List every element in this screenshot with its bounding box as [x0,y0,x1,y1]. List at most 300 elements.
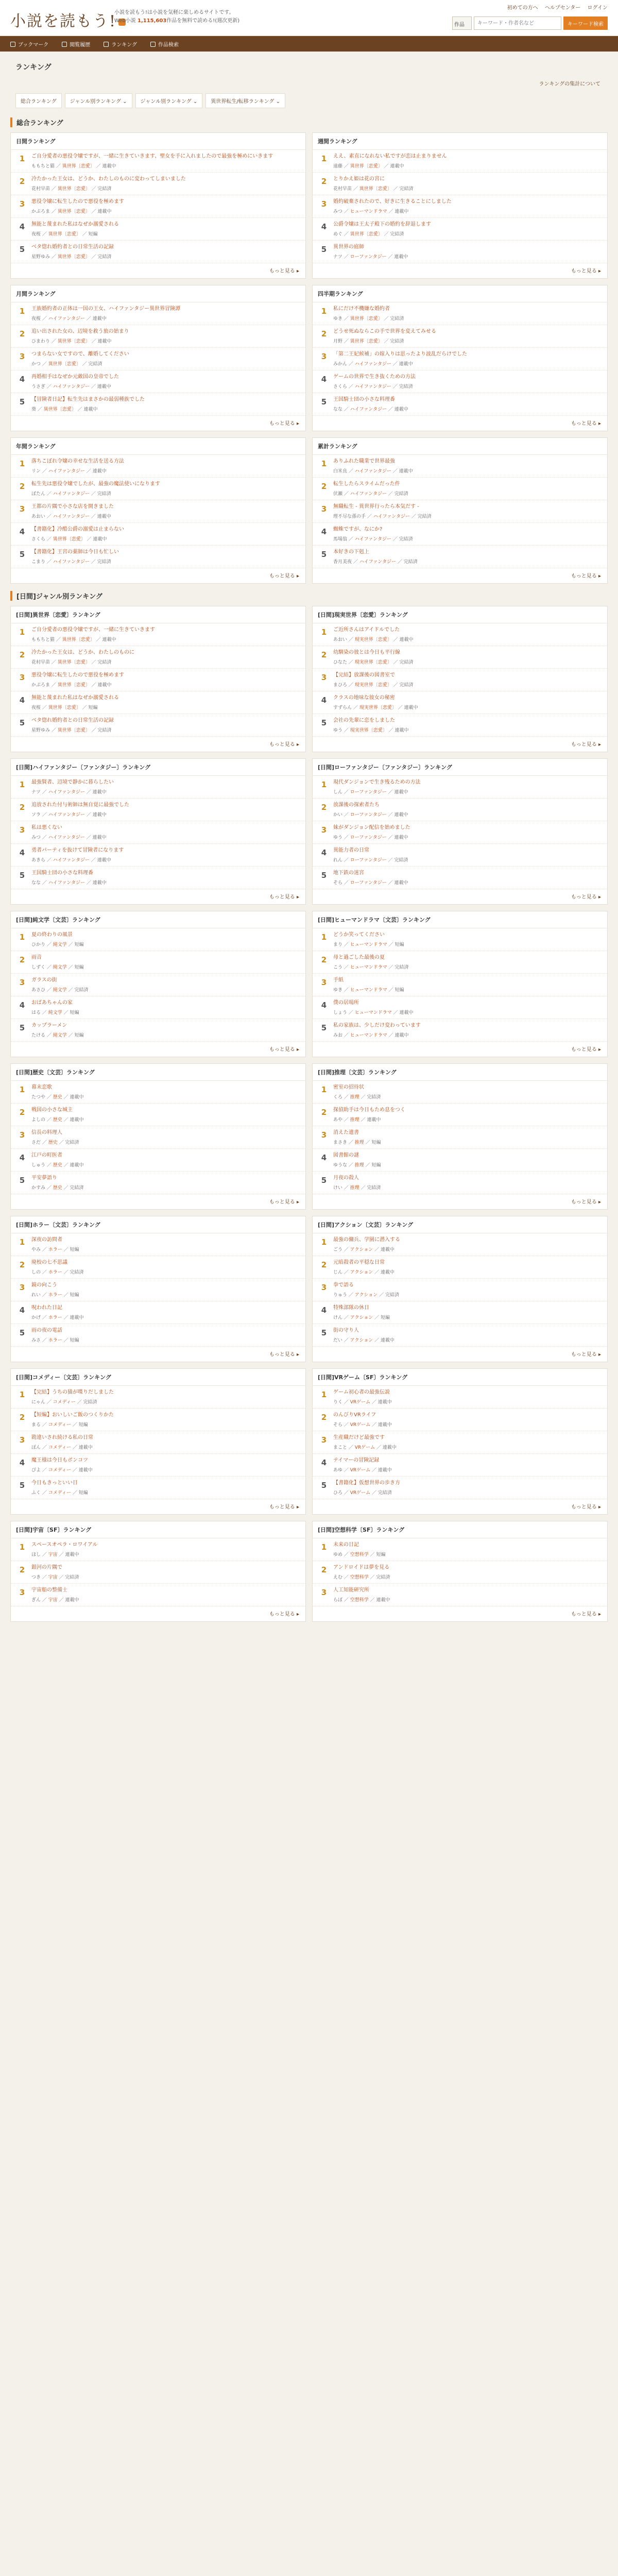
author-link[interactable]: ゆめ [333,1552,343,1557]
genre-link[interactable]: ローファンタジー [350,255,387,260]
genre-link[interactable]: 歴史 [53,1117,62,1123]
genre-link[interactable]: 空想科学 [350,1552,369,1557]
more-link[interactable]: もっと見る ▸ [571,1199,601,1205]
novel-title-link[interactable]: 勘違いされ続ける私の日常 [31,1435,93,1440]
author-link[interactable]: さくら [333,384,348,389]
more-link[interactable]: もっと見る ▸ [269,1199,299,1205]
author-link[interactable]: 花村早苗 [31,660,50,665]
author-link[interactable]: ぎん [31,1598,41,1603]
category-button[interactable]: 総合ランキング [15,93,62,108]
novel-title-link[interactable]: 【短編】おいしいご飯のつくりかた [31,1412,114,1418]
author-link[interactable]: なな [31,880,41,886]
novel-title-link[interactable]: 追放された付与術師は無自覚に最強でした [31,802,129,808]
author-link[interactable]: こう [333,965,343,970]
novel-title-link[interactable]: 勇者パーティを抜けて冒険者になります [31,848,124,853]
genre-link[interactable]: ハイファンタジー [354,362,391,367]
author-link[interactable]: りゅう [333,1293,348,1298]
genre-link[interactable]: 純文学 [53,988,67,993]
novel-title-link[interactable]: 追い出された女の、辺境を救う旅の始まり [31,329,129,334]
more-link[interactable]: もっと見る ▸ [269,421,299,427]
genre-link[interactable]: 純文学 [53,1033,67,1038]
novel-title-link[interactable]: 【書籍化】王宮の薬師は今日も忙しい [31,549,119,555]
author-link[interactable]: かげ [31,1315,41,1320]
genre-link[interactable]: 現実世界〔恋愛〕 [354,660,392,665]
more-link[interactable]: もっと見る ▸ [571,894,601,900]
novel-title-link[interactable]: つまらない女ですので、離婚してください [31,351,129,357]
novel-title-link[interactable]: 【書籍化】仮想世界の歩き方 [333,1480,400,1486]
genre-link[interactable]: 推理 [354,1140,364,1145]
author-link[interactable]: けん [333,1315,343,1320]
genre-link[interactable]: 異世界〔恋愛〕 [43,407,76,412]
novel-title-link[interactable]: 悪役令嬢に転生したので悪役を極めます [31,672,124,678]
genre-link[interactable]: ヒューマンドラマ [350,1033,387,1038]
novel-title-link[interactable]: 信長の料理人 [31,1130,62,1136]
genre-link[interactable]: 異世界〔恋愛〕 [57,683,90,688]
genre-link[interactable]: ヒューマンドラマ [350,988,387,993]
novel-title-link[interactable]: 【書籍化】冷酷公爵の溺愛は止まらない [31,527,124,532]
genre-link[interactable]: コメディー [48,1422,72,1428]
novel-title-link[interactable]: 探偵助手は今日もため息をつく [333,1107,405,1113]
novel-title-link[interactable]: 会社の先輩に恋をしました [333,718,395,723]
genre-link[interactable]: 現実世界〔恋愛〕 [350,728,387,733]
author-link[interactable]: ゆうな [333,1163,348,1168]
genre-link[interactable]: 異世界〔恋愛〕 [57,255,90,260]
novel-title-link[interactable]: 蜘蛛ですが、なにか? [333,527,383,532]
novel-title-link[interactable]: 私にだけ不機嫌な婚約者 [333,306,390,312]
author-link[interactable]: ひなた [333,660,348,665]
author-link[interactable]: 白米良 [333,469,348,474]
genre-link[interactable]: ハイファンタジー [373,514,410,519]
author-link[interactable]: はる [31,1010,41,1015]
more-link[interactable]: もっと見る ▸ [269,268,299,274]
novel-title-link[interactable]: 人工知能研究所 [333,1587,369,1593]
author-link[interactable]: ゆう [333,728,343,733]
novel-title-link[interactable]: 幼馴染の彼とは今日も平行線 [333,650,400,655]
novel-title-link[interactable]: とりかえ姫は花の宮に [333,176,385,182]
genre-link[interactable]: 異世界〔恋愛〕 [48,705,81,710]
author-link[interactable]: 花村早苗 [31,187,50,192]
genre-link[interactable]: 宇宙 [48,1552,58,1557]
novel-title-link[interactable]: ご近所さんはアイドルでした [333,627,400,633]
more-link[interactable]: もっと見る ▸ [571,1612,601,1617]
author-link[interactable]: しょう [333,1010,348,1015]
novel-title-link[interactable]: 最強の傭兵、学園に潜入する [333,1237,400,1243]
author-link[interactable]: なな [333,407,343,412]
nav-history[interactable] [62,40,90,48]
novel-title-link[interactable]: 魔王様は今日もポンコツ [31,1458,88,1463]
novel-title-link[interactable]: 街の守り人 [333,1328,359,1333]
more-link[interactable]: もっと見る ▸ [571,1047,601,1053]
novel-title-link[interactable]: どうせ死ぬならこの手で世界を変えてみせる [333,329,436,334]
category-button[interactable]: 異世界転生/転移ランキング ⌄ [205,93,285,108]
novel-title-link[interactable]: 現代ダンジョンで生き残るための方法 [333,779,421,785]
more-link[interactable]: もっと見る ▸ [571,1504,601,1510]
genre-link[interactable]: 推理 [354,1163,364,1168]
novel-title-link[interactable]: ゲームの世界で生き抜くための方法 [333,374,416,380]
genre-link[interactable]: 歴史 [53,1095,62,1100]
genre-link[interactable]: 歴史 [53,1185,62,1191]
novel-title-link[interactable]: 悪役令嬢に転生したので悪役を極めます [31,199,124,205]
nav-bookmark[interactable] [10,40,48,48]
novel-title-link[interactable]: ありふれた職業で世界最強 [333,459,395,464]
genre-link[interactable]: 異世界〔恋愛〕 [62,637,95,642]
genre-link[interactable]: アクション [350,1338,373,1343]
novel-title-link[interactable]: 私は悪くない [31,825,62,831]
genre-link[interactable]: ローファンタジー [350,812,387,818]
author-link[interactable]: しん [333,790,343,795]
author-link[interactable]: 遠藤 [333,164,343,169]
novel-title-link[interactable]: 呪われた日記 [31,1305,62,1311]
genre-link[interactable]: 異世界〔恋愛〕 [53,537,85,542]
novel-title-link[interactable]: 王国騎士団の小さな料理番 [31,870,93,876]
novel-title-link[interactable]: ベタ惚れ婚約者との日常生活の記録 [31,244,114,250]
novel-title-link[interactable]: 特殊部隊の休日 [333,1305,369,1311]
novel-title-link[interactable]: 転生先は悪役令嬢でしたが、最強の魔法使いになります [31,481,160,487]
novel-title-link[interactable]: 王族婚約者の正体は一国の王女、ハイファンタジー異世界冒険譚 [31,306,181,312]
genre-link[interactable]: ホラー [48,1270,62,1275]
more-link[interactable]: もっと見る ▸ [269,1352,299,1358]
author-link[interactable]: 花村早苗 [333,187,352,192]
genre-link[interactable]: 異世界〔恋愛〕 [350,316,383,321]
genre-link[interactable]: 歴史 [53,1163,62,1168]
author-link[interactable]: えむ [333,1575,343,1580]
genre-link[interactable]: ハイファンタジー [354,469,391,474]
novel-title-link[interactable]: 江戸の町医者 [31,1153,62,1158]
author-link[interactable]: ゆき [333,988,343,993]
genre-link[interactable]: 推理 [350,1095,359,1100]
genre-link[interactable]: ハイファンタジー [48,812,85,818]
link-beginner[interactable]: 初めての方へ [507,5,538,11]
novel-title-link[interactable]: 図書館の謎 [333,1153,359,1158]
genre-link[interactable]: アクション [350,1247,373,1252]
genre-link[interactable]: ローファンタジー [350,835,387,840]
genre-link[interactable]: ローファンタジー [350,858,387,863]
novel-title-link[interactable]: 夏の終わりの風景 [31,932,73,938]
more-link[interactable]: もっと見る ▸ [571,421,601,427]
author-link[interactable]: さくら [31,537,46,542]
author-link[interactable]: あおい [31,514,46,519]
novel-title-link[interactable]: 手紙 [333,977,344,983]
author-link[interactable]: 理不尽な孫の手 [333,514,366,519]
more-link[interactable]: もっと見る ▸ [269,894,299,900]
genre-link[interactable]: 純文学 [53,942,67,947]
author-link[interactable]: あさひ [31,988,46,993]
novel-title-link[interactable]: 幕末恋歌 [31,1084,52,1090]
genre-link[interactable]: ハイファンタジー [48,880,85,886]
novel-title-link[interactable]: 元暗殺者の平穏な日常 [333,1260,385,1265]
more-link[interactable]: もっと見る ▸ [269,573,299,579]
author-link[interactable]: かぷろま [31,209,50,214]
genre-link[interactable]: ハイファンタジー [48,316,85,321]
novel-title-link[interactable]: 私の家族は、少しだけ変わっています [333,1023,421,1028]
novel-title-link[interactable]: 王国騎士団の小さな料理番 [333,397,395,402]
author-link[interactable]: あゆ [333,1468,343,1473]
author-link[interactable]: ナツ [31,790,41,795]
novel-title-link[interactable]: ベタ惚れ婚約者との日常生活の記録 [31,718,114,723]
author-link[interactable]: 夜桜 [31,316,41,321]
genre-link[interactable]: ヒューマンドラマ [354,1010,392,1015]
genre-link[interactable]: VRゲーム [350,1468,371,1473]
author-link[interactable]: じん [333,1270,343,1275]
novel-title-link[interactable]: カップラーメン [31,1023,67,1028]
genre-link[interactable]: ハイファンタジー [48,469,85,474]
genre-link[interactable]: ハイファンタジー [53,514,90,519]
novel-title-link[interactable]: 僕の居場所 [333,1000,359,1006]
author-link[interactable]: リン [31,469,41,474]
author-link[interactable]: にゃん [31,1400,45,1405]
genre-link[interactable]: コメディー [48,1490,72,1496]
author-link[interactable]: しゅう [31,1163,46,1168]
genre-link[interactable]: ハイファンタジー [359,560,396,565]
author-link[interactable]: かすみ [31,1185,46,1191]
genre-link[interactable]: 純文学 [53,965,67,970]
genre-link[interactable]: ローファンタジー [350,880,387,886]
novel-title-link[interactable]: 【完結】うちの猫が喋りだしました [31,1389,114,1395]
author-link[interactable]: けい [333,1185,343,1191]
author-link[interactable]: 伏瀬 [333,492,343,497]
author-link[interactable]: しの [31,1270,41,1275]
genre-link[interactable]: コメディー [48,1445,72,1450]
author-link[interactable]: 月野 [333,339,343,344]
genre-link[interactable]: 異世界〔恋愛〕 [350,339,383,344]
genre-link[interactable]: ヒューマンドラマ [350,965,387,970]
novel-title-link[interactable]: ガラスの街 [31,977,57,983]
search-input[interactable] [474,16,561,30]
novel-title-link[interactable]: テイマーの冒険記録 [333,1458,380,1463]
author-link[interactable]: かい [333,812,343,818]
genre-link[interactable]: アクション [354,1293,378,1298]
more-link[interactable]: もっと見る ▸ [571,268,601,274]
novel-title-link[interactable]: おばあちゃんの家 [31,1000,73,1006]
author-link[interactable]: ナツ [333,255,342,260]
ranking-about-link[interactable]: ランキングの集計について [539,81,600,87]
novel-title-link[interactable]: 戦国の小さな城主 [31,1107,73,1113]
author-link[interactable]: うさぎ [31,384,46,389]
more-link[interactable]: もっと見る ▸ [571,573,601,579]
category-button[interactable]: ジャンル別ランキング ⌄ [65,93,132,108]
genre-link[interactable]: ハイファンタジー [354,537,391,542]
category-button[interactable]: ジャンル別ランキング ⌄ [135,93,203,108]
novel-title-link[interactable]: ええ、素直になれない私ですが恋は止まりません [333,154,447,159]
author-link[interactable]: ももちと猫 [31,637,55,642]
genre-link[interactable]: 異世界〔恋愛〕 [48,232,81,237]
genre-link[interactable]: ハイファンタジー [350,407,387,412]
genre-link[interactable]: ハイファンタジー [53,384,90,389]
novel-title-link[interactable]: 鏡の向こう [31,1282,57,1288]
genre-link[interactable]: ホラー [48,1247,62,1252]
genre-link[interactable]: ヒューマンドラマ [350,942,387,947]
genre-link[interactable]: 異世界〔恋愛〕 [57,187,90,192]
genre-link[interactable]: 異世界〔恋愛〕 [57,660,90,665]
genre-link[interactable]: ヒューマンドラマ [350,209,387,214]
author-link[interactable]: かつ [31,362,41,367]
author-link[interactable]: ぴよ [31,1468,41,1473]
novel-title-link[interactable]: 最強賢者、辺境で静かに暮らしたい [31,779,114,785]
novel-title-link[interactable]: 拳で語る [333,1282,354,1288]
genre-link[interactable]: アクション [350,1315,373,1320]
genre-link[interactable]: 異世界〔恋愛〕 [359,187,392,192]
author-link[interactable]: ひろ [333,1490,343,1496]
more-link[interactable]: もっと見る ▸ [269,1504,299,1510]
author-link[interactable]: 馬場翁 [333,537,348,542]
genre-link[interactable]: ホラー [48,1338,62,1343]
author-link[interactable]: ソラ [31,812,41,818]
author-link[interactable]: つき [31,1575,41,1580]
author-link[interactable]: よしの [31,1117,46,1123]
novel-title-link[interactable]: アンドロイドは夢を見る [333,1565,390,1570]
author-link[interactable]: ゆう [333,835,343,840]
novel-title-link[interactable]: 異世界の庭師 [333,244,364,250]
novel-title-link[interactable]: 【冒険者日記】転生先はまさかの最弱種族でした [31,397,145,402]
novel-title-link[interactable]: どうか笑ってください [333,932,385,938]
author-link[interactable]: そら [333,1422,343,1428]
more-link[interactable]: もっと見る ▸ [269,1047,299,1053]
more-link[interactable]: もっと見る ▸ [571,1352,601,1358]
more-link[interactable]: もっと見る ▸ [269,742,299,748]
author-link[interactable]: ももちと猫 [31,164,55,169]
genre-link[interactable]: 純文学 [48,1010,62,1015]
author-link[interactable]: ふく [31,1490,41,1496]
genre-link[interactable]: ハイファンタジー [354,384,391,389]
novel-title-link[interactable]: 落ちこぼれ令嬢の幸せな生活を送る方法 [31,459,124,464]
link-login[interactable]: ログイン [587,5,608,11]
novel-title-link[interactable]: 月夜の殺人 [333,1175,359,1181]
author-link[interactable]: そら [333,880,343,886]
link-help[interactable]: ヘルプセンター [544,5,581,11]
author-link[interactable]: だい [333,1338,343,1343]
novel-title-link[interactable]: 転生したらスライムだった件 [333,481,400,487]
genre-link[interactable]: 空想科学 [350,1575,369,1580]
genre-link[interactable]: VRゲーム [354,1445,375,1450]
author-link[interactable]: れい [31,1293,41,1298]
author-link[interactable]: やみ [31,1247,41,1252]
genre-link[interactable]: 宇宙 [48,1598,58,1603]
novel-title-link[interactable]: 公爵令嬢は王太子殿下の婚約を辞退します [333,222,431,227]
author-link[interactable]: ひまわり [31,339,50,344]
genre-link[interactable]: 現実世界〔恋愛〕 [354,637,392,642]
author-link[interactable]: みつ [333,209,342,214]
more-link[interactable]: もっと見る ▸ [571,742,601,748]
genre-link[interactable]: 異世界〔恋愛〕 [57,339,90,344]
author-link[interactable]: 夜桜 [31,705,41,710]
site-logo[interactable] [10,8,126,31]
novel-title-link[interactable]: 生産職だけど最強です [333,1435,385,1440]
genre-link[interactable]: 異世界〔恋愛〕 [48,362,81,367]
author-link[interactable]: たける [31,1033,46,1038]
genre-link[interactable]: ハイファンタジー [53,560,90,565]
author-link[interactable]: まひろ [333,683,348,688]
author-link[interactable]: まり [333,942,343,947]
genre-link[interactable]: ホラー [48,1315,62,1320]
novel-title-link[interactable]: 密室の招待状 [333,1084,364,1090]
novel-title-link[interactable]: 本好きの下剋上 [333,549,369,555]
author-link[interactable]: あおい [333,637,348,642]
author-link[interactable]: くろ [333,1095,343,1100]
novel-title-link[interactable]: 今日もきっといい日 [31,1480,78,1486]
nav-ranking[interactable] [104,40,137,48]
author-link[interactable]: しずく [31,965,46,970]
novel-title-link[interactable]: 無能と蔑まれた私はなぜか溺愛される [31,222,119,227]
search-button[interactable]: キーワード検索 [563,16,608,30]
novel-title-link[interactable]: 母と過ごした最後の夏 [333,955,385,960]
novel-title-link[interactable]: 王都の片隅で小さな店を開きました [31,504,114,510]
genre-link[interactable]: ローファンタジー [350,790,387,795]
author-link[interactable]: みつ [31,835,41,840]
novel-title-link[interactable]: 異能力者の日常 [333,848,369,853]
genre-link[interactable]: VRゲーム [350,1422,371,1428]
novel-title-link[interactable]: 平安夢語り [31,1175,57,1181]
novel-title-link[interactable]: 消えた遺書 [333,1130,359,1136]
novel-title-link[interactable]: ゲーム初心者の最強伝説 [333,1389,390,1395]
genre-link[interactable]: 空想科学 [350,1598,369,1603]
genre-link[interactable]: ハイファンタジー [53,492,90,497]
genre-link[interactable]: 推理 [350,1185,359,1191]
genre-link[interactable]: 異世界〔恋愛〕 [350,164,383,169]
author-link[interactable]: あや [333,1117,343,1123]
novel-title-link[interactable]: 「第二王妃候補」の嫁入りは思ったより波乱だらけでした [333,351,467,357]
author-link[interactable]: らぼ [333,1598,343,1603]
author-link[interactable]: たつや [31,1095,46,1100]
author-link[interactable]: ひかり [31,942,46,947]
genre-link[interactable]: ホラー [48,1293,62,1298]
genre-link[interactable]: 推理 [350,1117,359,1123]
author-link[interactable]: さだ [31,1140,41,1145]
novel-title-link[interactable]: ご自分愛者の悪役令嬢ですが、一緒に生きていきます [31,627,155,633]
more-link[interactable]: もっと見る ▸ [269,1612,299,1617]
author-link[interactable]: すずらん [333,705,352,710]
author-link[interactable]: ほし [31,1552,41,1557]
author-link[interactable]: めぐ [333,232,343,237]
novel-title-link[interactable]: 銀河の片隅で [31,1565,62,1570]
novel-title-link[interactable]: 放課後の探索者たち [333,802,380,808]
author-link[interactable]: みかん [333,362,348,367]
author-link[interactable]: ぽん [31,1445,41,1450]
novel-title-link[interactable]: 冷たかった王女は、どうか、わたしのものに変わってしまいました [31,176,186,182]
author-link[interactable]: みお [333,1033,343,1038]
genre-link[interactable]: ハイファンタジー [350,492,387,497]
genre-link[interactable]: 歴史 [48,1140,58,1145]
novel-title-link[interactable]: のんびりVRライフ [333,1412,376,1418]
novel-title-link[interactable]: スペースオペラ・ロワイアル [31,1542,98,1548]
author-link[interactable]: こまり [31,560,46,565]
nav-search[interactable] [150,40,179,48]
author-link[interactable]: りく [333,1400,343,1405]
author-link[interactable]: まさき [333,1140,348,1145]
novel-title-link[interactable]: 廃校の七不思議 [31,1260,67,1265]
genre-link[interactable]: 宇宙 [48,1575,58,1580]
author-link[interactable]: 星野ゆみ [31,255,50,260]
author-link[interactable]: れん [333,858,343,863]
genre-link[interactable]: アクション [350,1270,373,1275]
novel-title-link[interactable]: 宇宙船の整備士 [31,1587,67,1593]
author-link[interactable]: 葵 [31,407,37,412]
author-link[interactable]: みさ [31,1338,41,1343]
novel-title-link[interactable]: 再婚相手はなぜか元敵国の皇帝でした [31,374,119,380]
author-link[interactable]: ぼたん [31,492,46,497]
novel-title-link[interactable]: 雨音 [31,955,42,960]
genre-link[interactable]: 現実世界〔恋愛〕 [359,705,397,710]
genre-link[interactable]: 異世界〔恋愛〕 [57,209,90,214]
genre-link[interactable]: ハイファンタジー [48,835,85,840]
genre-link[interactable]: 異世界〔恋愛〕 [350,232,383,237]
genre-link[interactable]: VRゲーム [350,1490,371,1496]
search-kind-select[interactable]: 作品 [452,16,472,30]
novel-title-link[interactable]: クラスの地味な彼女の秘密 [333,695,395,701]
genre-link[interactable]: ハイファンタジー [48,790,85,795]
novel-title-link[interactable]: 【完結】放課後の図書室で [333,672,395,678]
novel-title-link[interactable]: 婚約破棄されたので、好きに生きることにしました [333,199,452,205]
genre-link[interactable]: ハイファンタジー [53,858,90,863]
